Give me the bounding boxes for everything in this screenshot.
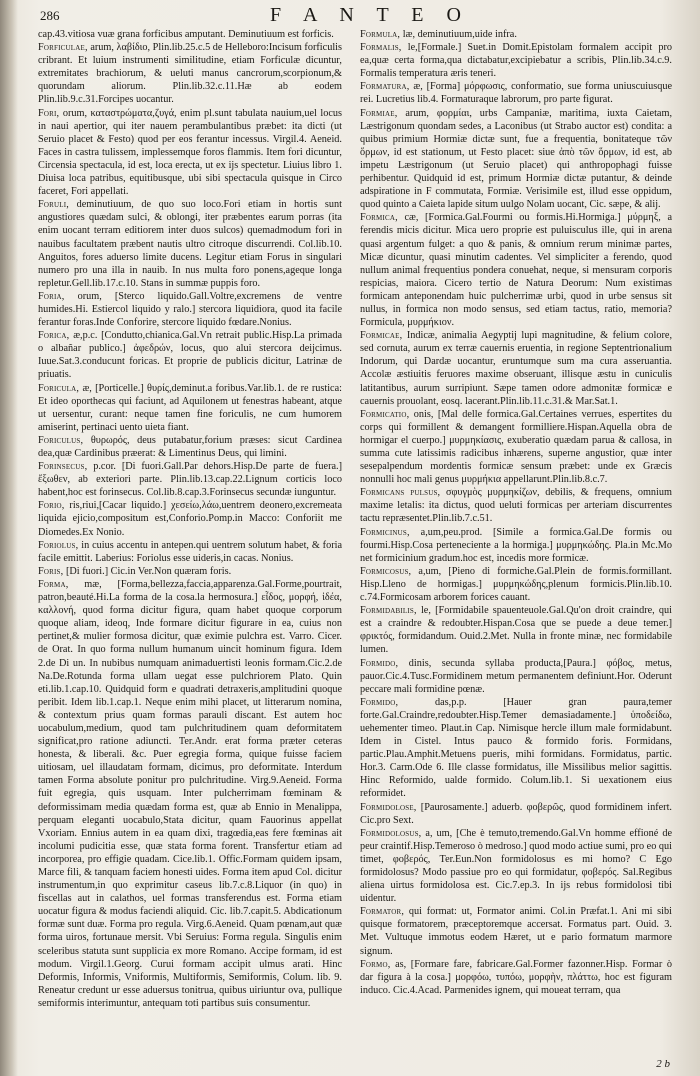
right-column	[360, 28, 672, 997]
dictionary-entry	[360, 526, 672, 565]
dictionary-entry	[38, 382, 342, 434]
entry-headword: Formidolose,	[360, 801, 417, 813]
page-number: 286	[40, 8, 60, 23]
entry-headword: Formido,	[360, 657, 399, 669]
entry-text: æ, [Forma] μόρφωσις, conformatio, sue forma uniuscuiusque rei. Lucretius lib.4. Formaturaque labrorum, pro parte figurat.	[360, 81, 673, 106]
dictionary-entry	[360, 80, 672, 106]
entry-text: a,um, [Pieno di formiche.Gal.Plein de formis.formillant. Hisp.Lleno de hormigas.] μυρμηκώδης,plenum formicis.Plin.lib.10. c.74.Formicosam arborem forices cauant.	[360, 565, 672, 604]
entry-text: cap.43.vitiosa vuæ grana forficibus amputant. Deminutiuum est forficis.	[38, 29, 334, 40]
dictionary-entry	[360, 28, 672, 41]
entry-text: in cuius accentu in antepen.qui uentrem solutum habet, & foria facile emittit. Laberius: Foriolus esse uideris,in cacas. Nonius.	[38, 539, 343, 564]
dictionary-entry	[360, 958, 672, 997]
entry-text: θυρωρός, deus putabatur,forium præses: sicut Cardinea dea,quæ Cardinibus præerat: & Limentinus Deus, qui limini.	[38, 434, 343, 459]
dictionary-entry	[360, 604, 672, 656]
dictionary-entry	[38, 434, 342, 460]
dictionary-entry	[360, 905, 672, 957]
entry-headword: Formicatio,	[360, 408, 410, 420]
entry-headword: Foria,	[38, 290, 65, 302]
entry-text: a,um,peu.prod. [Simile a formica.Gal.De formis ou fourmi.Hisp.Cosa perteneciente a la hormiga.] μυρμηκώδης. Pla.in Mc.Mo net formicinium gradum.hoc est, incedis more formicæ.	[360, 526, 673, 564]
entry-headword: Forica,	[38, 330, 70, 342]
entry-text: æ,p.c. [Condutto,chianica.Gal.Vn retrait public.Hisp.La primada o albañar publico.] ἀφεδρών, locus, quo alui stercora deijcimus. Iuue.Sat.3.conducunt foricas. Et proprie de publicis dicitur, Latrinæ de priuatis.	[38, 330, 342, 381]
entry-text: læ, deminutiuum,uide infra.	[402, 29, 517, 40]
dictionary-entry	[360, 565, 672, 604]
dictionary-entry	[38, 41, 342, 106]
dictionary-entry	[360, 107, 672, 212]
entry-headword: Foriculus,	[38, 434, 84, 446]
entry-headword: Foriolus,	[38, 539, 79, 551]
entry-headword: Formidolosus,	[360, 827, 422, 839]
entry-headword: Formator,	[360, 906, 405, 918]
dictionary-entry	[38, 329, 342, 381]
dictionary-entry	[360, 486, 672, 525]
entry-headword: Formicosus,	[360, 565, 412, 577]
entry-text: deminutiuum, de quo suo loco.Fori etiam in hortis sunt angustiores quædam sulci, & oblongi, iter præbentes earum porras (ita enim uocant terram editiorem inter duos sulcos) quemadmodum fori in nauibus facultatem præbent nautis ultro citroque discurrendi. Col.lib.10. Anguitos, fores aduerso limite ducens. Legitur etiam Forus in singulari numero pro una illa in nauib. In nus multa foro ponens,ageque longa repletur.Gell.lib.17.c.10. Stans in summæ puppis foro.	[38, 199, 342, 289]
entry-headword: Foricula,	[38, 382, 80, 394]
entry-text: das,p.p. [Hauer gran paura,temer forte.Gal.Craindre,redoubter.Hisp.Temer demasiadamente.] ὑποδείδω, uehementer timeo. Plaut.in Cap. Nimisque hercle illum male formidabunt. Idem in Cistel. Intus pauco & formido foris. Formidans, partic.Plau.Amphit.Metuens pueris, mihi formidans. Formidatus, partic. Hor.3. Carm.Ode 6. Ille classe formidatus, ille Missilibus melior sagittis. Hinc Reformido, ualde formido. Colum.lib.1. Si uexationem eius reformidet.	[360, 696, 672, 800]
entry-headword: Forma,	[38, 578, 69, 590]
running-title: F A N T E O	[270, 4, 470, 26]
entry-text: æ, [Porticelle.] θυρίς,deminut.a foribus.Var.lib.1. de re rustica: Et ideo oporthecas qui faciunt, ad Aquilonem ut fenestras habeant, atque ut uersentur, curant: neque tamen fine foriculis, ne cum humorem amiserint, pertinaci uento uieta fiant.	[38, 382, 342, 433]
dictionary-entry	[38, 28, 342, 41]
entry-text: σφυγμὸς μυρμηκίζων, debilis, & frequens, omnium maxime letalis: ita dictus, quod ueluti formicas per arteriam discurrentes tactu repræsentet.Plin.lib.7.c.51.	[360, 487, 672, 525]
dictionary-entry	[38, 290, 342, 329]
dictionary-entry	[360, 211, 672, 329]
entry-text: onis, [Mal delle formica.Gal.Certaines verrues, espertites du corps qui formillent & demangent formilliere.Hispan.Aquella obra de hormigar el cuerpo.] μυρμηκίασις, exuberatio quædam parua & callosa, in summa cute latissimis radicibus inhærens, superne angustior, quæ inter sesepalpendum mordentis formicæ sensum præbet: unde ex Græcis nonnulli hoc mali genus μυρμήκια appellarunt.Plin.lib.8.c.7.	[360, 408, 672, 486]
dictionary-entry	[38, 107, 342, 199]
entry-text: le,[Formale.] Suet.in Domit.Epistolam formalem accipit pro ea,quæ certa forma,qua dictabatur,excipiebatur a scribis, Plin.lib.34.c.9. Formalis temperatura æris teneri.	[360, 42, 672, 80]
entry-headword: Formicans pulsus,	[360, 487, 441, 499]
entry-headword: Forio,	[38, 500, 65, 512]
entry-headword: Formicinus,	[360, 526, 410, 538]
dictionary-entry	[360, 801, 672, 827]
dictionary-entry	[360, 827, 672, 906]
entry-text: ris,riui,[Cacar liquido.] χεσείω,λάω,uentrem deonero,excremeata liquida ejicio,compositum est,Conforio.Pomp.in Macco: Conforiit me Diomedes.Ex Nonio.	[38, 500, 343, 538]
dictionary-entry	[360, 657, 672, 696]
dictionary-entry	[38, 198, 342, 290]
dictionary-entry	[360, 408, 672, 487]
entry-text: arum, φορμίαι, urbs Campaniæ, maritima, iuxta Caietam, Læstrigonum quondam sedes, a Laconibus (ut Strabo auctor est) condita: a quibus primium Hormiæ dictæ sunt, fue a frequentia, bonitateque τῶν ὅρμων, id est stationum, ut Festo placet: siue ἀπὸ τῶν ὅρμων, id est, ab impetu Læstrigonum (ut Seruio placet) qui anthropophagi fuisse perhibentur. Quidquid id est, primum Hormiæ dictæ putantur, & deinde adspiratione in F commutata, Formiæ. Verisimile est, illud esse oppidum, quod quinto a Caieta lapide situm uulgo Nolam uocant, Cic. sæpe, & alij.	[360, 107, 673, 211]
entry-headword: Forficulae,	[38, 42, 88, 54]
entry-text: dinis, secunda syllaba producta,[Paura.] φόβος, metus, pauor.Cic.4.Tusc.Formidinem metum permanentem definiunt.Hor. Oderunt peccare mali formidine pœnæ.	[360, 657, 672, 695]
entry-text: p.cor. [Di fuori.Gall.Par dehors.Hisp.De parte de fuera.] ἔξωθεν, ab exteriori parte. Plin.lib.13.cap.22.Lignum corticis loco habent,hoc est forinsecus. Col.lib.8.cap.3.Forinsecus secundæ iunguntur.	[38, 461, 343, 499]
entry-headword: Formicae,	[360, 330, 403, 342]
dictionary-entry	[360, 696, 672, 801]
dictionary-entry	[38, 499, 342, 538]
entry-text: Indicæ, animalia Aegyptij lupi magnitudine, & felium colore, sed cornuta, aurum ex terræ cauernis eruentia, in regione Septentrionalium Indorum, qui Dardæ uocantur, eruntumque sum ma cura asseruantia. Accolæ æstiuitis feruores maxime obseruant, illisque æstu in cuniculis latitantibus, aurum surripiunt. Sæpe tamen odore admonitæ formicæ e cauernis prouolant, eosq. lacerant.Plin.lib.11.c.31.& Mar.Sat.1.	[360, 330, 673, 407]
entry-text: orum, καταστρώματα,ζυγά, enim pl.sunt tabulata nauium,uel locus in naui apertior, qui iter nauem perambulantibus præbet: ita dicti (ut Seruio placet & Festo) quod per eos ferantur incessus. Virgil.4. Aeneid. Faces in castra tulissem, implessemque foros flammis. Item fori dicuntur, Circensia spectacula, id est, loca erecta, ut ex ijs spectetur. Liuius libro 1. Diuisa loca patribus, equitibusque, ubi sibi spectacula quisque in Circo faceret, Fori appellati.	[38, 107, 343, 198]
entry-headword: Forinsecus,	[38, 461, 88, 473]
entry-headword: Formidabilis,	[360, 605, 417, 617]
entry-headword: Formido,	[360, 696, 399, 708]
entry-text: orum, [Sterco liquido.Gall.Voltre,excremens de ventre humides.Hi. Estiercol liquido y ralo.] stercora liquidiora, quod ita facile ferantur foras.Inde Conforire, stercore liquido fœdare.Nonius.	[38, 290, 343, 329]
entry-text: [Paurosamente.] aduerb. φοβερῶς, quod formidinem infert. Cic.pro Sext.	[360, 801, 672, 826]
entry-text: qui format: ut, Formator animi. Col.in Præfat.1. Ani mi sibi quisque formatorem, præceptoremque accersat. Formatus part. Ouid. 3. Met. Vultuque immotus eodem Hæret, ut e pario formatum marmore signum.	[360, 906, 672, 957]
entry-headword: Fori,	[38, 107, 60, 119]
dictionary-entry	[38, 460, 342, 499]
entry-headword: Foruli,	[38, 199, 70, 211]
page-header	[40, 6, 670, 28]
entry-text: mæ, [Forma,bellezza,faccia,apparenza.Gal.Forme,pourtrait, patron,beauté.Hi.La forma de la cosa.la hermosura.] εἶδος, μορφή, ἰδέα, καλλονή, quod forma dicitur figura, quam habet quoque corporum quoque aliam, ideoq, Inde formare dicitur figurare in ea, cuius non pertinet,& mulier formosa dicitur, quæ eximie pulchra est. Varro. Cicer. de Orat. In quo forma nullum humanum uincit hominum figura. Idem 2.de Di un. In nubibus numquam animaduertisti leonis formam.Cic.2.de Na.De.Rotunda forma ullam uegat esse pulchriorem Plato. Quin eti.lib.1.cap.10. Quidquid form e quadrati detraxeris,amplitudini quoque peribit. Idem lib.1.cap.1. Neque enim mihi placet, ut litterarum nomina, & contextum prius quam formas parauli discant. Est autem hoc uocabulum,medium, quod tam pulchritudinem quam deformitatem significat,pro ratione adiuncti. Ter.Andr. erat forma præter ceteras honesta, & liberali. &c. Puer egregia forma, quique fuisse faciem uitiosam, uel illaudatam formam, dicimus, pro deformitate. Interdum tamen Forma absolute ponitur pro pulchritudine. Virg.9.Aeneid. Forma fuit egregia, quis usquam. Inter pulcherrimam fœminam & deformissimam media quædam forma est, quæ ab Ennio in Menalippa, perquam eleganti uocabulo,Stata dicitur, quam Fauorinus appellat Vxoriam. Ennius autem in ea quam dixi, tragœdia,eas fere fœminas ait incolumi pudicitia esse, quæ stata forma forent. Transfertur etiam ad incorporea, pro effigie quadam. Cice.lib.1. Offic.Formam quidem ipsam, Marce fili, & tanquam faciem honesti uides. Forma item apud Col. dicitur instrumentum,in quo exprimitur caseus lib.7.c.8.Liquor (in quo) in fiscellas aut in calathos, uel formas transferendus est. Forma etiam uocatur figura & modus faciendi aliquid. Cic. lib.7.capit.5. Abdicationum formæ sunt duæ. Forma pro regula. Virg.6.Aeneid. Quam pœnam,aut quæ forma uiros, fortunaue mersit. Vbi Seruius: Forma regula. Singulis enim sceleribus statuta sunt supplicia ex more Romano. Accipe formam, id est modum. Virgil.1.Georg. Curui formam accipit ulmus arati. Hinc Deformis, Informis, Vniformis, Multiformis, Semiformis, Colum. lib. 9. Reneatur credunt ur esse aduersus tonitrua, quibus uiriuntur ova, pullique semiformis interimuntur, antequam toti partibus suis consumentur.	[38, 578, 342, 1009]
entry-text: arum, λαβίδιο, Plin.lib.25.c.5 de Helleboro:Incisum forficulis cribrant. Et luium instrumenti similitudine, etiam Forficulæ dicuntur, extremitates brachiorum, & ueluti manus cancrorum,scorpionum,& quorundam aliorum. Plin.lib.32.c.11.Hæ ab eodem Plin.lib.9.c.31.Forcipes uocantur.	[38, 42, 343, 106]
entry-headword: Formo,	[360, 958, 391, 970]
entry-headword: Formica,	[360, 212, 398, 224]
dictionary-entry	[360, 41, 672, 80]
entry-text: as, [Formare fare, fabricare.Gal.Former fazonner.Hisp. Formar ò dar figura à la cosa.] μορφόω, τυπόω, μορφὴν, πλάττω, hoc est figuram induco. Cic.4.Acad. Parmenides ignem, qui moueat terram, qua	[360, 958, 673, 996]
book-gutter-shadow	[0, 0, 18, 1076]
dictionary-entry	[360, 329, 672, 408]
dictionary-entry	[38, 578, 342, 1010]
dictionary-entry	[38, 539, 342, 565]
entry-headword: Formula,	[360, 29, 401, 40]
entry-text: a, um, [Che è temuto,tremendo.Gal.Vn homme effioné de peur craintif.Hisp.Temeroso ò medroso.] quod modo actiue sumi, pro eo qui timet, φοβερός, Ter.Eun.Non formidolosus es mi homo? C Ego formidolosus? Modo passiue pro eo qui formidatur, φοβερός. Sal.Regibus aliena uirtus formidolosa est. Cic.7.ep.3. In ijs rebus formidolosi tibi uidentur.	[360, 827, 672, 905]
catchword: 2 b	[656, 1058, 670, 1070]
dictionary-entry	[38, 565, 342, 578]
entry-headword: Formatura,	[360, 81, 410, 93]
entry-headword: Formalis,	[360, 42, 402, 54]
entry-text: [Di fuori.] Cic.in Ver.Non quæram foris.	[65, 565, 232, 577]
entry-text: le, [Formidabile spauenteuole.Gal.Qu'on droit craindre, qui est a craindre & redoubter.Hispan.Cosa que se puede a deue temer.] φρικτός, formidandum. Ouid.2.Met. Nulla in fronte minæ, nec formidabile lumen.	[360, 605, 673, 656]
left-column	[38, 28, 342, 1010]
entry-text: cæ, [Formica.Gal.Fourmi ou formis.Hi.Hormiga.] μύρμηξ, a ferendis micis dicitur. Mica uero proprie est puluisculus ille, qui in arena quasi argentum fulget: a quo & panis, & omnium rerum minimæ partes, Micæ dicuntur, quasi minutim cadentes. Vel simpliciter a ferendo, quod nullum animal frequentius pondera conuehat, neque, si mensuram corporis respicias, maiora. Cicero tertio de Natura Deorum: Num existimas formicam anteponendam huic pulcherrimæ urbi, quod in urbe sensus sit nullus, in formica non modo sensus, sed etiam tactus, ratio, memoria? Formicula, μυρμήκιον.	[360, 212, 672, 329]
entry-headword: Formiae,	[360, 107, 398, 119]
entry-headword: Foris,	[38, 565, 64, 577]
